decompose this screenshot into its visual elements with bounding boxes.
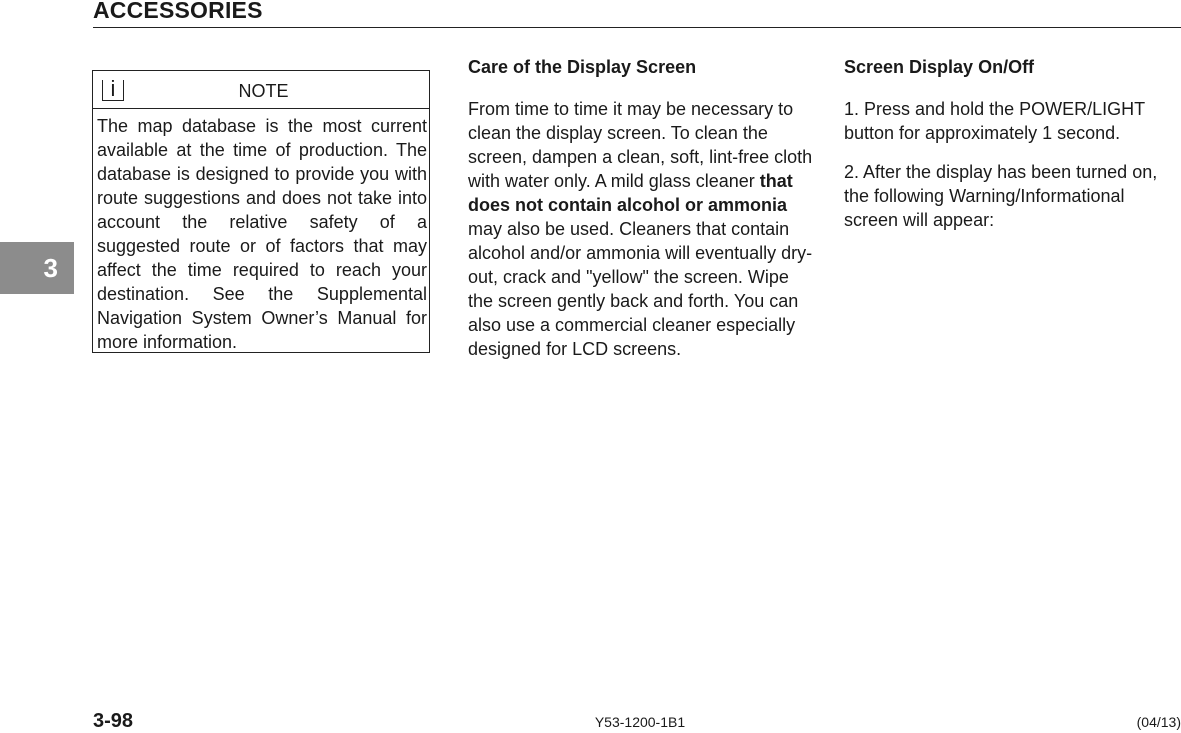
page-header-title: ACCESSORIES: [93, 0, 263, 23]
chapter-number: 3: [43, 252, 58, 283]
step-2: 2. After the display has been turned on, the following Warning/Informational screen will appear:: [844, 162, 1158, 230]
note-body: The map database is the most current available at the time of production. The database is designed to provide you with route suggestions and does not take into account the relative safety of a suggested route or of factors that may affect the time required to reach your destination. See the Supplemental Navigation System Owner’s Manual for more information.: [97, 116, 427, 352]
info-icon: i: [102, 80, 124, 101]
doc-code: Y53-1200-1B1: [594, 714, 686, 730]
screen-display-section: [844, 56, 1181, 232]
page-number: 3-98: [93, 710, 134, 732]
care-heading: Care of the Display Screen: [468, 57, 697, 77]
note-title: NOTE: [238, 81, 289, 101]
step-1: 1. Press and hold the POWER/LIGHT button for approximately 1 second.: [844, 99, 1145, 143]
care-text-after: may also be used. Cleaners that contain alcohol and/or ammonia will eventually dry-out, crack and "yellow" the screen. Wipe the screen gently back and forth. You can also use a commercial cleaner especially designed for LCD screens.: [468, 219, 813, 359]
care-bold-warning: that does not contain alcohol or ammonia: [468, 171, 793, 215]
note-header: [93, 71, 429, 109]
care-paragraph: [468, 97, 813, 361]
chapter-tab: [0, 242, 74, 294]
screen-display-heading: Screen Display On/Off: [844, 57, 1035, 77]
revision-date: (04/13): [1136, 714, 1181, 730]
care-section: [468, 56, 813, 361]
header-divider: [93, 27, 1181, 28]
care-text-before: From time to time it may be necessary to clean the display screen. To clean the screen, dampen a clean, soft, lint-free cloth with water only. A mild glass cleaner: [468, 99, 813, 191]
note-box: [92, 70, 430, 353]
